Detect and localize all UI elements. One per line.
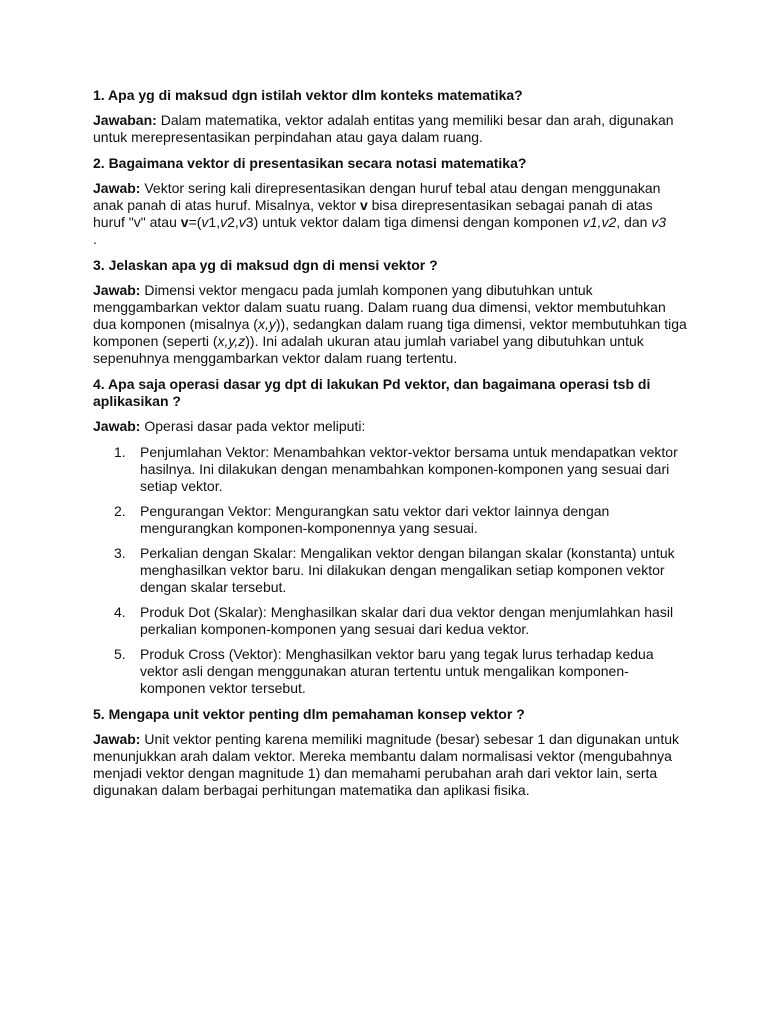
list-item	[93, 604, 688, 638]
answer-3-label: Jawab:	[93, 282, 141, 298]
list-item-text: Perkalian dengan Skalar: Mengalikan vektor dengan bilangan skalar (konstanta) untuk menghasilkan vektor baru. Ini dilakukan dengan mengalikan setiap komponen vektor dengan skalar tersebut.	[140, 545, 675, 595]
answer-5-label: Jawab:	[93, 731, 141, 747]
italic-components: v3	[651, 214, 667, 230]
answer-2-text-part: 3) untuk vektor dalam tiga dimensi dengan komponen	[245, 214, 583, 230]
list-item-text: Pengurangan Vektor: Mengurangkan satu vektor dari vektor lainnya dengan mengurangkan komponen-komponennya yang sesuai.	[140, 503, 610, 536]
answer-3-text-part: )). Ini adalah ukuran atau jumlah variabel yang dibutuhkan untuk sepenuhnya menggambarkan vektor dalam ruang tertentu.	[93, 333, 644, 366]
question-4: 4. Apa saja operasi dasar yg dpt di lakukan Pd vektor, dan bagaimana operasi tsb di aplikasikan ?	[93, 376, 651, 409]
answer-2-text-part: Vektor sering kali direpresentasikan dengan huruf tebal atau dengan menggunakan anak panah di atas huruf. Misalnya, vektor	[93, 180, 661, 213]
question-2: 2. Bagaimana vektor di presentasikan secara notasi matematika?	[93, 155, 527, 171]
bold-v-symbol: v	[180, 214, 189, 230]
answer-5-text: Unit vektor penting karena memiliki magnitude (besar) sebesar 1 dan digunakan untuk menunjukkan arah dalam vektor. Mereka membantu dalam normalisasi vektor (mengubahnya menjadi vektor dengan magnitude 1) dan memahami perubahan arah dari vektor lain, serta digunakan dalam berbagai perhitungan matematika dan aplikasi fisika.	[93, 731, 679, 798]
answer-3-text-part: Dimensi vektor mengacu pada jumlah komponen yang dibutuhkan untuk menggambarkan vektor dalam suatu ruang. Dalam ruang dua dimensi, vektor membutuhkan dua komponen (misalnya (	[93, 282, 666, 332]
answer-4	[93, 418, 688, 435]
operations-list	[93, 444, 688, 697]
answer-1-text: Dalam matematika, vektor adalah entitas yang memiliki besar dan arah, digunakan untuk merepresentasikan perpindahan atau gaya dalam ruang.	[93, 112, 674, 145]
answer-3	[93, 282, 688, 367]
question-5: 5. Mengapa unit vektor penting dlm pemahaman konsep vektor ?	[93, 706, 525, 722]
list-item	[93, 444, 688, 495]
list-item-number: 5.	[114, 646, 126, 662]
answer-2-text-part: 1,	[208, 214, 221, 230]
answer-2-label: Jawab:	[93, 180, 141, 196]
answer-3-text-part: )), sedangkan dalam ruang tiga dimensi, vektor membutuhkan tiga komponen (seperti (	[93, 316, 687, 349]
italic-v: v	[220, 214, 228, 230]
italic-xyz: x,y,z	[217, 333, 246, 349]
italic-v: v	[201, 214, 209, 230]
list-item-text: Penjumlahan Vektor: Menambahkan vektor-vektor bersama untuk mendapatkan vektor hasilnya. Ini dilakukan dengan menambahkan komponen-komponen yang sesuai dari setiap vektor.	[140, 444, 678, 494]
list-item-number: 2.	[114, 503, 126, 519]
question-3: 3. Jelaskan apa yg di maksud dgn di mensi vektor ?	[93, 257, 438, 273]
list-item-text: Produk Cross (Vektor): Menghasilkan vektor baru yang tegak lurus terhadap kedua vektor asli dengan menggunakan aturan tertentu untuk mengalikan komponen-komponen vektor tersebut.	[140, 646, 654, 696]
list-item	[93, 503, 688, 537]
answer-2-text-part: bisa direpresentasikan sebagai panah di atas huruf "v" atau	[93, 197, 653, 230]
list-item-text: Produk Dot (Skalar): Menghasilkan skalar dari dua vektor dengan menjumlahkan hasil perkalian komponen-komponen yang sesuai dari kedua vektor.	[140, 604, 674, 637]
list-item-number: 4.	[114, 604, 126, 620]
answer-2-text-part: 2,	[227, 214, 239, 230]
italic-components: v1,v2	[582, 214, 617, 230]
list-item	[93, 646, 688, 697]
list-item-number: 1.	[114, 444, 126, 460]
italic-xy: x,y	[257, 316, 276, 332]
answer-5	[93, 731, 688, 799]
answer-4-text: Operasi dasar pada vektor meliputi:	[140, 418, 366, 434]
bold-v-symbol: v	[359, 197, 368, 213]
answer-1-label: Jawaban:	[93, 112, 157, 128]
answer-4-label: Jawab:	[93, 418, 141, 434]
answer-1	[93, 112, 688, 146]
answer-2-text-part: , dan	[616, 214, 652, 230]
answer-2	[93, 180, 688, 248]
question-1: 1. Apa yg di maksud dgn istilah vektor dlm konteks matematika?	[93, 87, 523, 103]
document-content	[93, 87, 688, 808]
italic-v: v	[238, 214, 246, 230]
list-item	[93, 545, 688, 596]
answer-2-text-part: .	[93, 231, 97, 247]
answer-2-text-part: =(	[188, 214, 202, 230]
list-item-number: 3.	[114, 545, 126, 561]
